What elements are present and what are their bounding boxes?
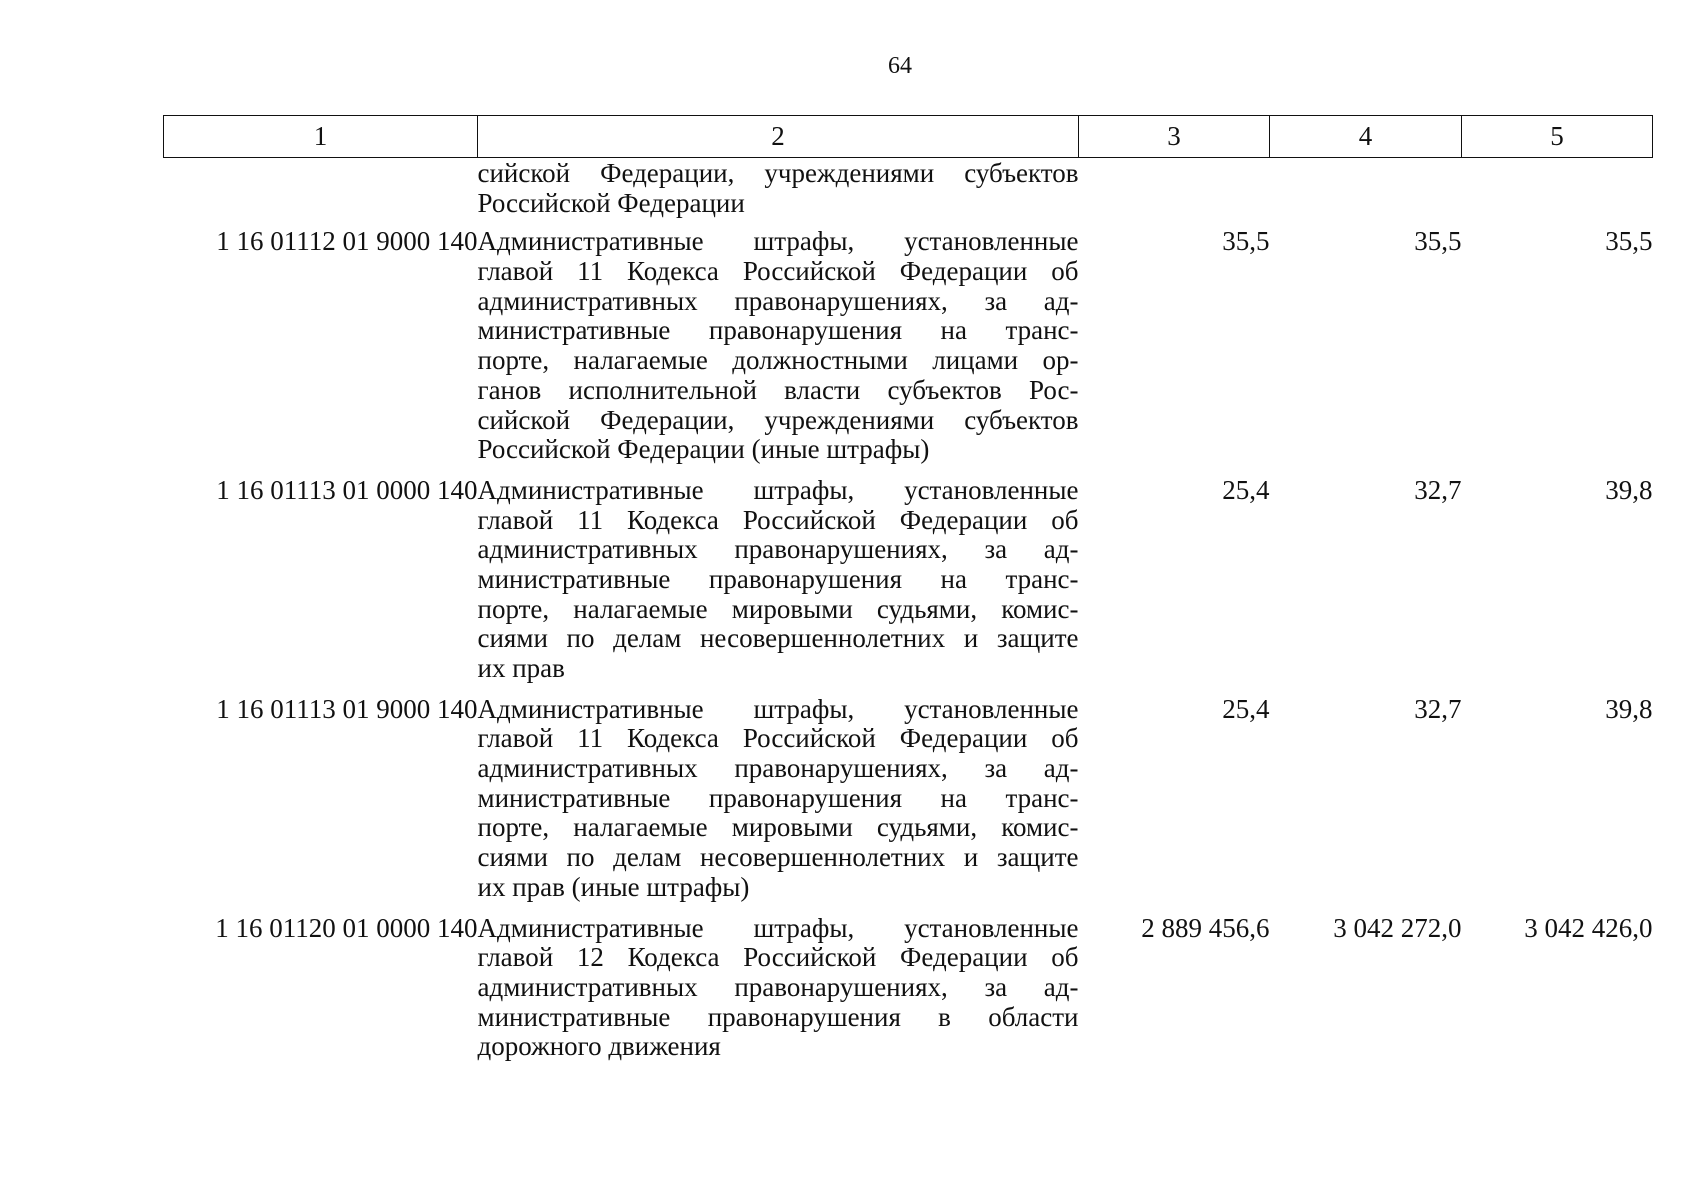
table-row — [164, 476, 1653, 695]
budget-code: 1 16 01113 01 0000 140 — [216, 474, 478, 505]
column-header-5: 5 — [1462, 116, 1653, 158]
budget-code: 1 16 01120 01 0000 140 — [215, 912, 478, 943]
description-cell — [478, 158, 1079, 228]
description-line: министративные правонарушения на транс- — [477, 315, 1079, 346]
value-col-4: 35,5 — [1414, 226, 1462, 257]
column-header-1: 1 — [164, 116, 478, 158]
column-header-2: 2 — [478, 116, 1079, 158]
description-line: сиями по делам несовершеннолетних и защите — [477, 623, 1079, 654]
description-line: Административные штрафы, установленные — [477, 912, 1079, 943]
value-col-3: 35,5 — [1222, 226, 1270, 257]
description-line: порте, налагаемые должностными лицами ор- — [477, 345, 1079, 376]
budget-table — [163, 115, 1653, 1073]
value-cell — [1079, 158, 1270, 228]
description-line: Административные штрафы, установленные — [477, 693, 1079, 724]
description-line: их прав — [477, 653, 565, 683]
description-line: министративные правонарушения в области — [477, 1001, 1079, 1032]
description-line: порте, налагаемые мировыми судьями, комис- — [477, 593, 1079, 624]
description-cell — [478, 476, 1079, 695]
description-cell — [478, 914, 1079, 1073]
column-header-3: 3 — [1079, 116, 1270, 158]
description-line: дорожного движения — [477, 1031, 721, 1062]
description-line: Административные штрафы, установленные — [477, 226, 1079, 257]
table-row — [164, 227, 1653, 476]
table-row — [164, 695, 1653, 914]
table-body — [164, 158, 1653, 1073]
value-col-5: 39,8 — [1605, 474, 1653, 505]
description-line: административных правонарушениях, за ад- — [477, 753, 1079, 784]
budget-code: 1 16 01113 01 9000 140 — [216, 693, 478, 724]
description-line: Российской Федерации — [477, 187, 745, 218]
code-cell — [164, 158, 478, 228]
value-col-4: 32,7 — [1414, 474, 1462, 505]
description-line: министративные правонарушения на транс- — [477, 563, 1079, 594]
value-col-4: 32,7 — [1414, 693, 1462, 724]
description-line: главой 11 Кодекса Российской Федерации об — [477, 256, 1079, 287]
description-line: административных правонарушениях, за ад- — [477, 971, 1079, 1002]
value-col-3: 2 889 456,6 — [1141, 912, 1270, 943]
value-col-3: 25,4 — [1222, 474, 1270, 505]
value-col-5: 35,5 — [1605, 226, 1653, 257]
description-line: сийской Федерации, учреждениями субъектов — [477, 404, 1079, 435]
value-col-3: 25,4 — [1222, 693, 1270, 724]
value-cell — [1270, 158, 1462, 228]
value-col-5: 3 042 426,0 — [1524, 912, 1653, 943]
description-line: министративные правонарушения на транс- — [477, 782, 1079, 813]
header-row — [164, 116, 1653, 158]
value-col-4: 3 042 272,0 — [1333, 912, 1462, 943]
budget-code: 1 16 01112 01 9000 140 — [216, 226, 478, 257]
column-header-4: 4 — [1270, 116, 1462, 158]
description-line: сиями по делам несовершеннолетних и защите — [477, 842, 1079, 873]
description-cell — [478, 695, 1079, 914]
description-line: главой 12 Кодекса Российской Федерации об — [477, 942, 1079, 973]
description-line: сийской Федерации, учреждениями субъектов — [477, 158, 1079, 188]
description-line: Российской Федерации (иные штрафы) — [477, 434, 930, 465]
description-cell — [478, 227, 1079, 476]
value-cell — [1462, 158, 1653, 228]
description-line: административных правонарушениях, за ад- — [477, 285, 1079, 316]
description-line: Административные штрафы, установленные — [477, 474, 1079, 505]
value-col-5: 39,8 — [1605, 693, 1653, 724]
continuation-row — [164, 158, 1653, 228]
description-line: административных правонарушениях, за ад- — [477, 534, 1079, 565]
description-line: главой 11 Кодекса Российской Федерации об — [477, 504, 1079, 535]
table-row — [164, 914, 1653, 1073]
table-header — [164, 116, 1653, 158]
description-line: главой 11 Кодекса Российской Федерации об — [477, 723, 1079, 754]
description-line: ганов исполнительной власти субъектов Рос- — [477, 374, 1079, 405]
page-number: 64 — [888, 53, 912, 79]
description-line: порте, налагаемые мировыми судьями, комис- — [477, 812, 1079, 843]
description-line: их прав (иные штрафы) — [477, 871, 750, 902]
